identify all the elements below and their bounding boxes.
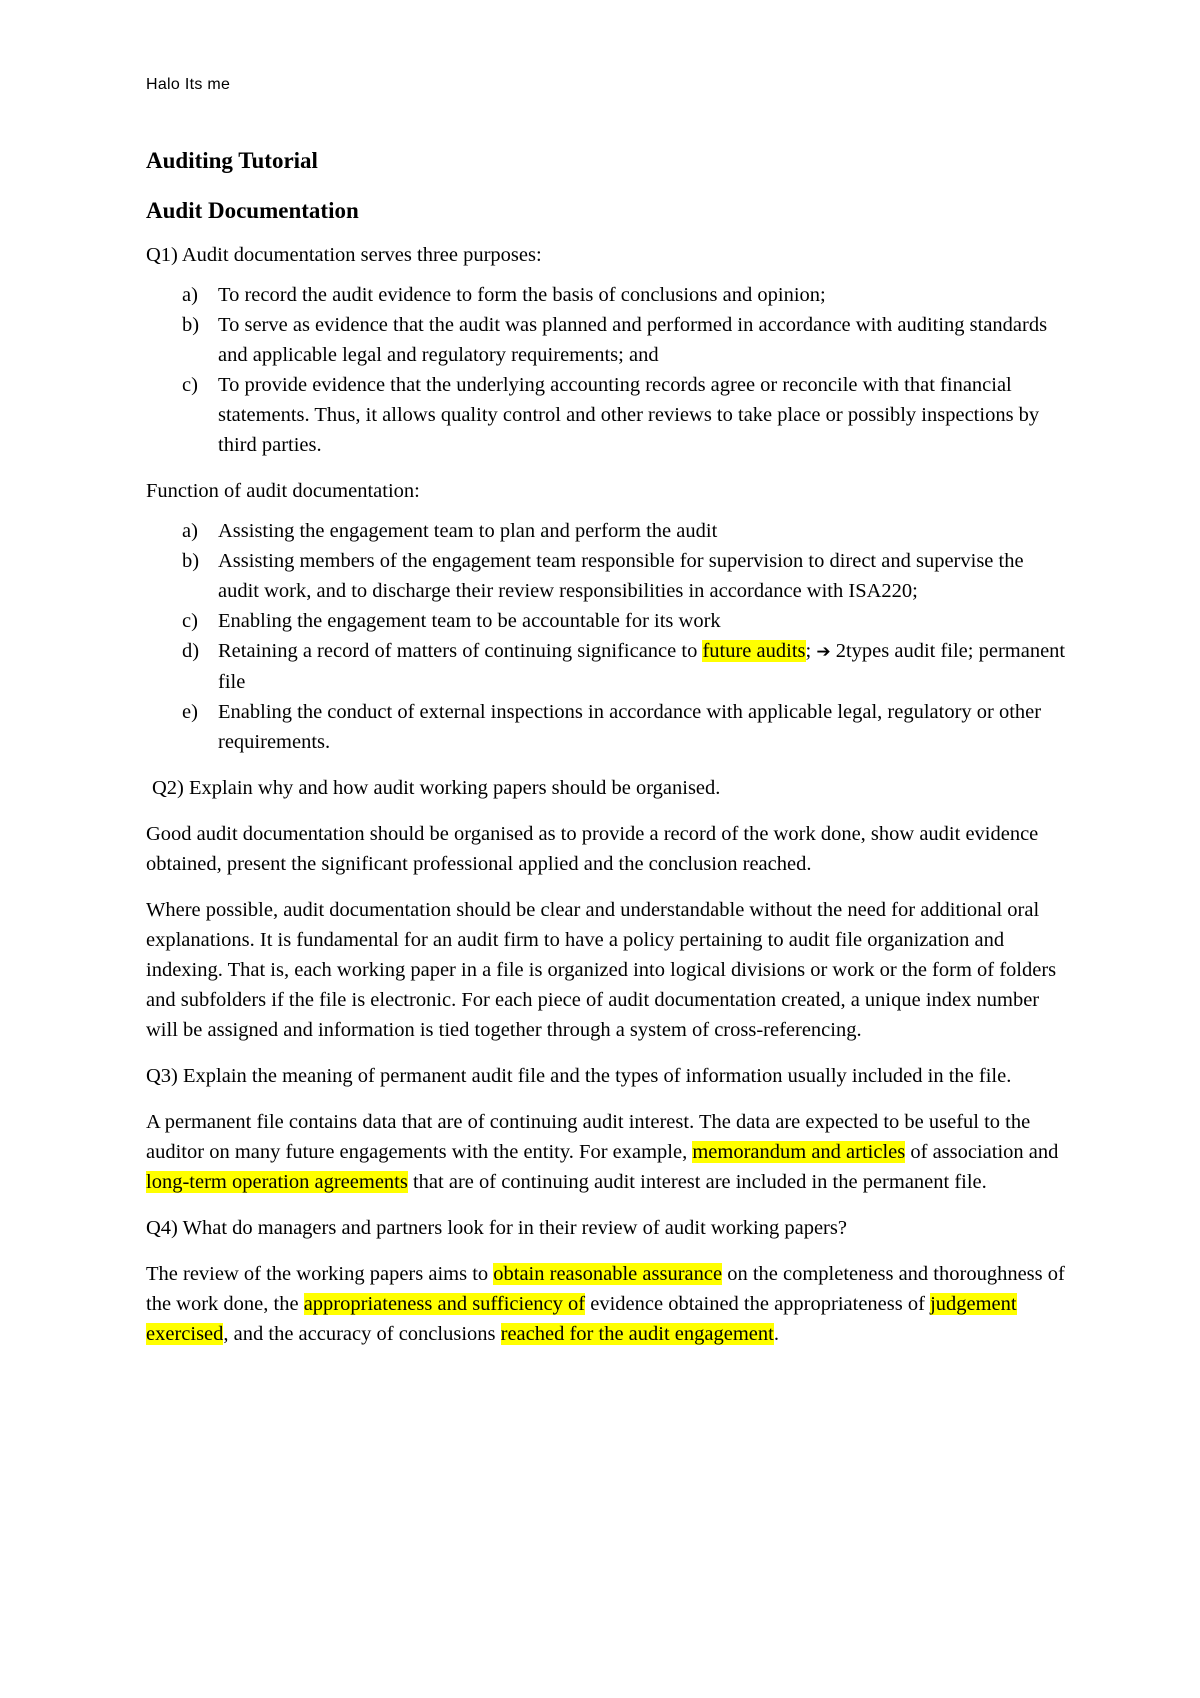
list-item-text: Enabling the conduct of external inspections in accordance with applicable legal, regulatory or other requirements. (218, 701, 1042, 753)
highlighted-text: appropriateness and sufficiency of (303, 1293, 586, 1315)
right-arrow-icon: ➔ (816, 642, 831, 662)
text-run: Retaining a record of matters of continuing significance to (218, 640, 703, 662)
list-item-text: Assisting members of the engagement team responsible for supervision to direct and supervise the audit work, and to discharge their review responsibilities in accordance with ISA220; (218, 550, 1024, 602)
q2-question: Q2) Explain why and how audit working papers should be organised. (152, 777, 721, 799)
list-item-text: Enabling the engagement team to be accountable for its work (218, 610, 721, 632)
q1-question: Q1) Audit documentation serves three purposes: (146, 244, 542, 266)
list-item (146, 310, 1066, 370)
function-heading: Function of audit documentation: (146, 480, 420, 502)
q3-question: Q3) Explain the meaning of permanent audit file and the types of information usually included in the file. (146, 1065, 1012, 1087)
list-item-text: To provide evidence that the underlying accounting records agree or reconcile with that financial statements. Thus, it allows quality control and other reviews to take place or possibly inspections by third parties. (218, 374, 1040, 456)
list-item-text (218, 640, 1065, 693)
text-run: that are of continuing audit interest are included in the permanent file. (407, 1171, 987, 1193)
list-marker: b) (182, 550, 200, 572)
highlighted-text: future audits (702, 640, 806, 662)
text-run: of association and (905, 1141, 1059, 1163)
list-item-text: To record the audit evidence to form the basis of conclusions and opinion; (218, 284, 826, 306)
q3-answer (146, 1107, 1066, 1197)
text-run: evidence obtained the appropriateness of (585, 1293, 931, 1315)
list-item-text: Assisting the engagement team to plan and perform the audit (218, 520, 718, 542)
text-run: , and the accuracy of conclusions (223, 1323, 501, 1345)
text-run: ; (805, 640, 817, 662)
list-item (146, 516, 1066, 546)
list-item (146, 546, 1066, 606)
text-run: 2types audit file; permanent file (218, 640, 1066, 693)
list-marker: b) (182, 314, 200, 336)
list-item (146, 606, 1066, 636)
list-item (146, 636, 1066, 697)
document-title: Auditing Tutorial (146, 148, 318, 173)
list-item (146, 280, 1066, 310)
q4-answer (146, 1259, 1066, 1349)
list-marker: e) (182, 701, 198, 723)
highlighted-text: long-term operation agreements (146, 1171, 408, 1193)
list-item (146, 697, 1066, 757)
document-body (146, 146, 1066, 1365)
list-marker: c) (182, 610, 198, 632)
list-marker: a) (182, 520, 198, 542)
list-item-text: To serve as evidence that the audit was planned and performed in accordance with auditing standards and applicable legal and regulatory requirements; and (218, 314, 1048, 366)
q4-question: Q4) What do managers and partners look for in their review of audit working papers? (146, 1217, 847, 1239)
list-marker: d) (182, 640, 200, 662)
highlighted-text: judgement exercised (146, 1293, 1017, 1345)
list-marker: a) (182, 284, 198, 306)
list-item (146, 370, 1066, 460)
list-marker: c) (182, 374, 198, 396)
highlighted-text: obtain reasonable assurance (493, 1263, 723, 1285)
purposes-list (146, 280, 1066, 460)
text-run: The review of the working papers aims to (146, 1263, 494, 1285)
text-run: . (773, 1323, 779, 1345)
functions-list (146, 516, 1066, 757)
q2-answer-paragraph: Good audit documentation should be organised as to provide a record of the work done, show audit evidence obtained, present the significant professional applied and the conclusion reached. (146, 823, 1039, 875)
section-heading: Audit Documentation (146, 198, 359, 223)
text-run: on the completeness and thoroughness of the work done, the (146, 1263, 1065, 1315)
highlighted-text: memorandum and articles (692, 1141, 906, 1163)
q2-answer-paragraph: Where possible, audit documentation should be clear and understandable without the need for additional oral explanations. It is fundamental for an audit firm to have a policy pertaining to audit file organization and indexing. That is, each working paper in a file is organized into logical divisions or work or the form of folders and subfolders if the file is electronic. For each piece of audit documentation created, a unique index number will be assigned and information is tied together through a system of cross-referencing. (146, 899, 1057, 1041)
highlighted-text: reached for the audit engagement (500, 1323, 774, 1345)
page-header: Halo Its me (146, 76, 231, 93)
text-run: A permanent file contains data that are of continuing audit interest. The data are expected to be useful to the auditor on many future engagements with the entity. For example, (146, 1111, 1031, 1163)
